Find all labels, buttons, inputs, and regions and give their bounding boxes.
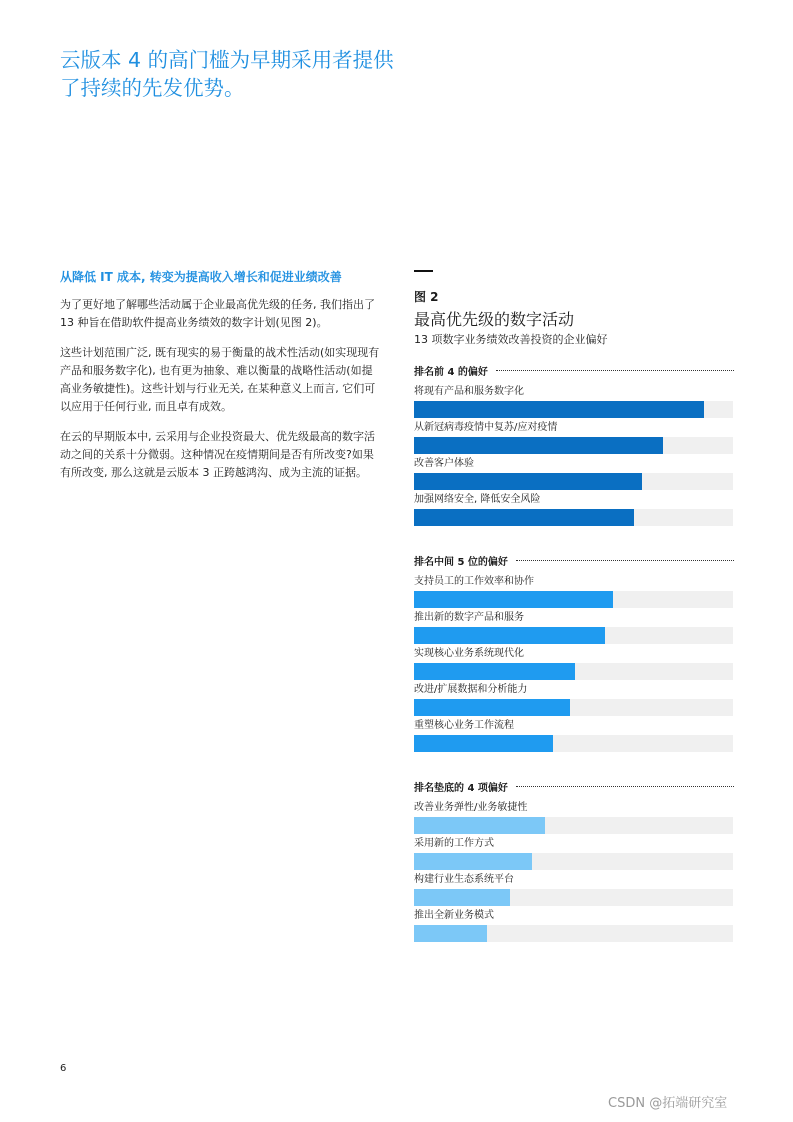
- bar-track: [414, 817, 733, 834]
- bar-group-header: [414, 362, 734, 378]
- bar-item: [414, 872, 734, 906]
- bar: [414, 591, 613, 608]
- bar-track: [414, 853, 733, 870]
- bar-item: [414, 492, 734, 526]
- section-heading: 从降低 IT 成本, 转变为提高收入增长和促进业绩改善: [60, 270, 342, 284]
- bar: [414, 627, 605, 644]
- bar-track: [414, 663, 733, 680]
- bar-label: 将现有产品和服务数字化: [414, 386, 524, 397]
- bar-label: 改善业务弹性/业务敏捷性: [414, 802, 528, 813]
- bar: [414, 699, 570, 716]
- bar-item: [414, 800, 734, 834]
- body-column: [60, 268, 382, 494]
- bar-track: [414, 473, 733, 490]
- bar-track: [414, 509, 733, 526]
- bar-item: [414, 718, 734, 752]
- bar-label: 采用新的工作方式: [414, 838, 494, 849]
- group-dotted-rule: [516, 786, 734, 787]
- figure-rule: [414, 270, 433, 272]
- bar-group-3: [414, 762, 734, 942]
- group-dotted-rule: [516, 560, 734, 561]
- group-dotted-rule: [496, 370, 734, 371]
- page-number: 6: [60, 1063, 67, 1074]
- page-headline: 云版本 4 的高门槛为早期采用者提供了持续的先发优势。: [60, 48, 394, 100]
- bar-group-label: 排名中间 5 位的偏好: [414, 556, 508, 568]
- bar: [414, 735, 553, 752]
- bar-track: [414, 591, 733, 608]
- figure-subtitle: 13 项数字业务绩效改善投资的企业偏好: [414, 333, 608, 346]
- bar-group-label: 排名前 4 的偏好: [414, 366, 488, 378]
- watermark: CSDN @拓端研究室: [608, 1096, 728, 1111]
- bar: [414, 853, 532, 870]
- bar-label: 推出全新业务模式: [414, 910, 494, 921]
- bar-label: 改进/扩展数据和分析能力: [414, 684, 528, 695]
- bar-item: [414, 456, 734, 490]
- bar: [414, 437, 663, 454]
- bar: [414, 401, 704, 418]
- bar: [414, 817, 545, 834]
- bar-item: [414, 574, 734, 608]
- bar-group-label: 排名垫底的 4 项偏好: [414, 782, 508, 794]
- bar-label: 重塑核心业务工作流程: [414, 720, 514, 731]
- bar-group-header: [414, 552, 734, 568]
- bar-item: [414, 420, 734, 454]
- bar-track: [414, 735, 733, 752]
- figure-2: [414, 270, 734, 944]
- bar-track: [414, 401, 733, 418]
- bar-item: [414, 908, 734, 942]
- figure-title: 最高优先级的数字活动: [414, 310, 575, 329]
- figure-label: 图 2: [414, 290, 439, 304]
- bar: [414, 663, 575, 680]
- paragraph-2: 这些计划范围广泛, 既有现实的易于衡量的战术性活动(如实现现有产品和服务数字化), 也有更为抽象、难以衡量的战略性活动(如提高业务敏捷性)。这些计划与行业无关, 在某种意义上而言, 它们可以应用于任何行业, 而且卓有成效。: [60, 346, 380, 413]
- bar-item: [414, 836, 734, 870]
- bar: [414, 889, 510, 906]
- bar-chart: [414, 362, 734, 942]
- bar-item: [414, 610, 734, 644]
- bar-group-header: [414, 778, 734, 794]
- bar-track: [414, 627, 733, 644]
- bar-group-1: [414, 362, 734, 526]
- bar: [414, 473, 642, 490]
- bar-label: 推出新的数字产品和服务: [414, 612, 524, 623]
- bar-label: 从新冠病毒疫情中复苏/应对疫情: [414, 422, 558, 433]
- bar-track: [414, 699, 733, 716]
- bar-track: [414, 889, 733, 906]
- bar-group-2: [414, 536, 734, 752]
- paragraph-3: 在云的早期版本中, 云采用与企业投资最大、优先级最高的数字活动之间的关系十分微弱。这种情况在疫情期间是否有所改变?如果有所改变, 那么这就是云版本 3 正跨越鸿沟、成为主流的证据。: [60, 430, 375, 479]
- bar-label: 改善客户体验: [414, 458, 474, 469]
- bar: [414, 925, 487, 942]
- bar-item: [414, 646, 734, 680]
- bar-label: 构建行业生态系统平台: [414, 874, 514, 885]
- bar-track: [414, 925, 733, 942]
- bar-track: [414, 437, 733, 454]
- bar-item: [414, 384, 734, 418]
- bar-label: 支持员工的工作效率和协作: [414, 576, 534, 587]
- bar-item: [414, 682, 734, 716]
- bar: [414, 509, 634, 526]
- bar-label: 加强网络安全, 降低安全风险: [414, 494, 541, 505]
- paragraph-1: 为了更好地了解哪些活动属于企业最高优先级的任务, 我们指出了 13 种旨在借助软件提高业务绩效的数字计划(见图 2)。: [60, 298, 375, 329]
- bar-label: 实现核心业务系统现代化: [414, 648, 524, 659]
